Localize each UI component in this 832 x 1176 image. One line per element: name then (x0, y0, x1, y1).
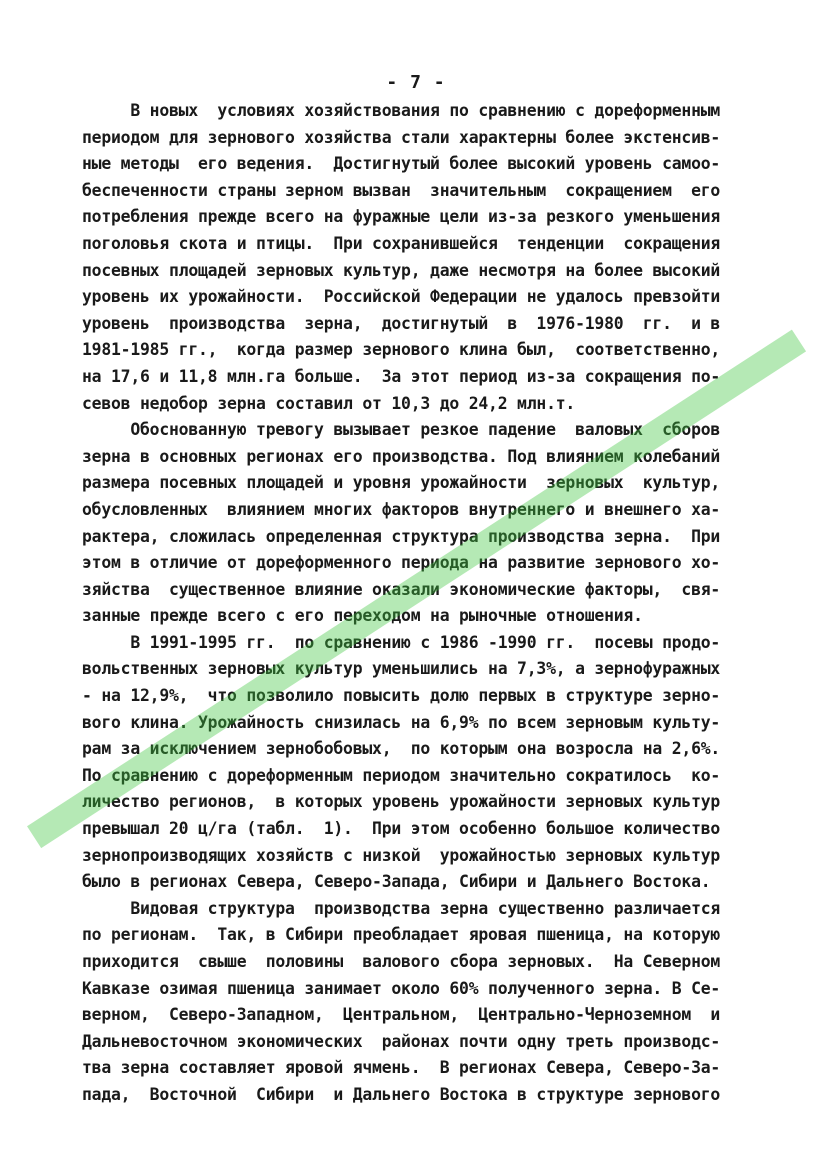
text-line: вого клина. Урожайность снизилась на 6,9% по всем зерновым культу- (82, 712, 721, 732)
text-line: посевных площадей зерновых культур, даже несмотря на более высокий (82, 260, 721, 280)
text-line: верном, Северо-Западном, Центральном, Центрально-Черноземном и (82, 1005, 721, 1025)
text-line: В новых условиях хозяйствования по сравнению с дореформенным (82, 101, 721, 120)
text-line: поголовья скота и птицы. При сохранившейся тенденции сокращения (82, 233, 721, 253)
text-line: на 17,6 и 11,8 млн.га больше. За этот период из-за сокращения по- (82, 366, 721, 386)
text-line: личество регионов, в которых уровень урожайности зерновых культур (82, 792, 721, 812)
text-line: рактера, сложилась определенная структура производства зерна. При (82, 526, 721, 546)
text-line: пада, Восточной Сибири и Дальнего Востока в структуре зернового (82, 1084, 721, 1104)
text-line: тва зерна составляет яровой ячмень. В регионах Севера, Северо-За- (82, 1058, 721, 1078)
text-line: севов недобор зерна составил от 10,3 до 24,2 млн.т. (82, 393, 576, 413)
text-line: занные прежде всего с его переходом на рыночные отношения. (82, 606, 643, 626)
text-line: размера посевных площадей и уровня урожайности зерновых культур, (82, 473, 721, 493)
text-line: зерна в основных регионах его производства. Под влиянием колебаний (82, 446, 721, 466)
text-line: превышал 20 ц/га (табл. 1). При этом особенно большое количество (82, 819, 721, 839)
text-line: По сравнению с дореформенным периодом значительно сократилось ко- (82, 765, 721, 785)
text-line: Дальневосточном экономических районах почти одну треть производс- (82, 1031, 721, 1051)
text-line: Кавказе озимая пшеница занимает около 60% полученного зерна. В Се- (82, 978, 721, 998)
text-line: зяйства существенное влияние оказали экономические факторы, свя- (82, 579, 721, 599)
text-line: обусловленных влиянием многих факторов внутреннего и внешнего ха- (82, 499, 721, 519)
text-line: уровень их урожайности. Российской Федерации не удалось превзойти (82, 287, 721, 307)
text-line: вольственных зерновых культур уменьшились на 7,3%, а зернофуражных (82, 659, 721, 679)
text-line: приходится свыше половины валового сбора зерновых. На Северном (82, 952, 721, 971)
text-line: рам за исключением зернобобовых, по которым она возросла на 2,6%. (82, 739, 721, 759)
text-line: В 1991-1995 гг. по сравнению с 1986 -1990 гг. посевы продо- (82, 632, 721, 652)
text-line: по регионам. Так, в Сибири преобладает яровая пшеница, на которую (82, 925, 721, 945)
text-line: было в регионах Севера, Северо-Запада, Сибири и Дальнего Востока. (82, 872, 711, 892)
text-line: - на 12,9%, что позволило повысить долю первых в структуре зерно- (82, 686, 721, 706)
text-line: Обоснованную тревогу вызывает резкое падение валовых сборов (82, 420, 721, 440)
body-text (82, 98, 782, 1109)
text-line: Видовая структура производства зерна существенно различается (82, 898, 721, 918)
text-line: периодом для зернового хозяйства стали характерны более экстенсив- (82, 127, 721, 147)
text-line: зернопроизводящих хозяйств с низкой урожайностью зерновых культур (82, 845, 721, 865)
text-line: беспеченности страны зерном вызван значительным сокращением его (82, 180, 721, 200)
text-line: потребления прежде всего на фуражные цели из-за резкого уменьшения (82, 207, 721, 227)
text-line: уровень производства зерна, достигнутый в 1976-1980 гг. и в (82, 313, 721, 333)
page-number: - 7 - (386, 72, 446, 93)
text-line: ные методы его ведения. Достигнутый более высокий уровень самоо- (82, 154, 721, 174)
text-line: этом в отличие от дореформенного периода на развитие зернового хо- (82, 553, 721, 573)
text-line: 1981-1985 гг., когда размер зернового клина был, соответственно, (82, 340, 721, 360)
